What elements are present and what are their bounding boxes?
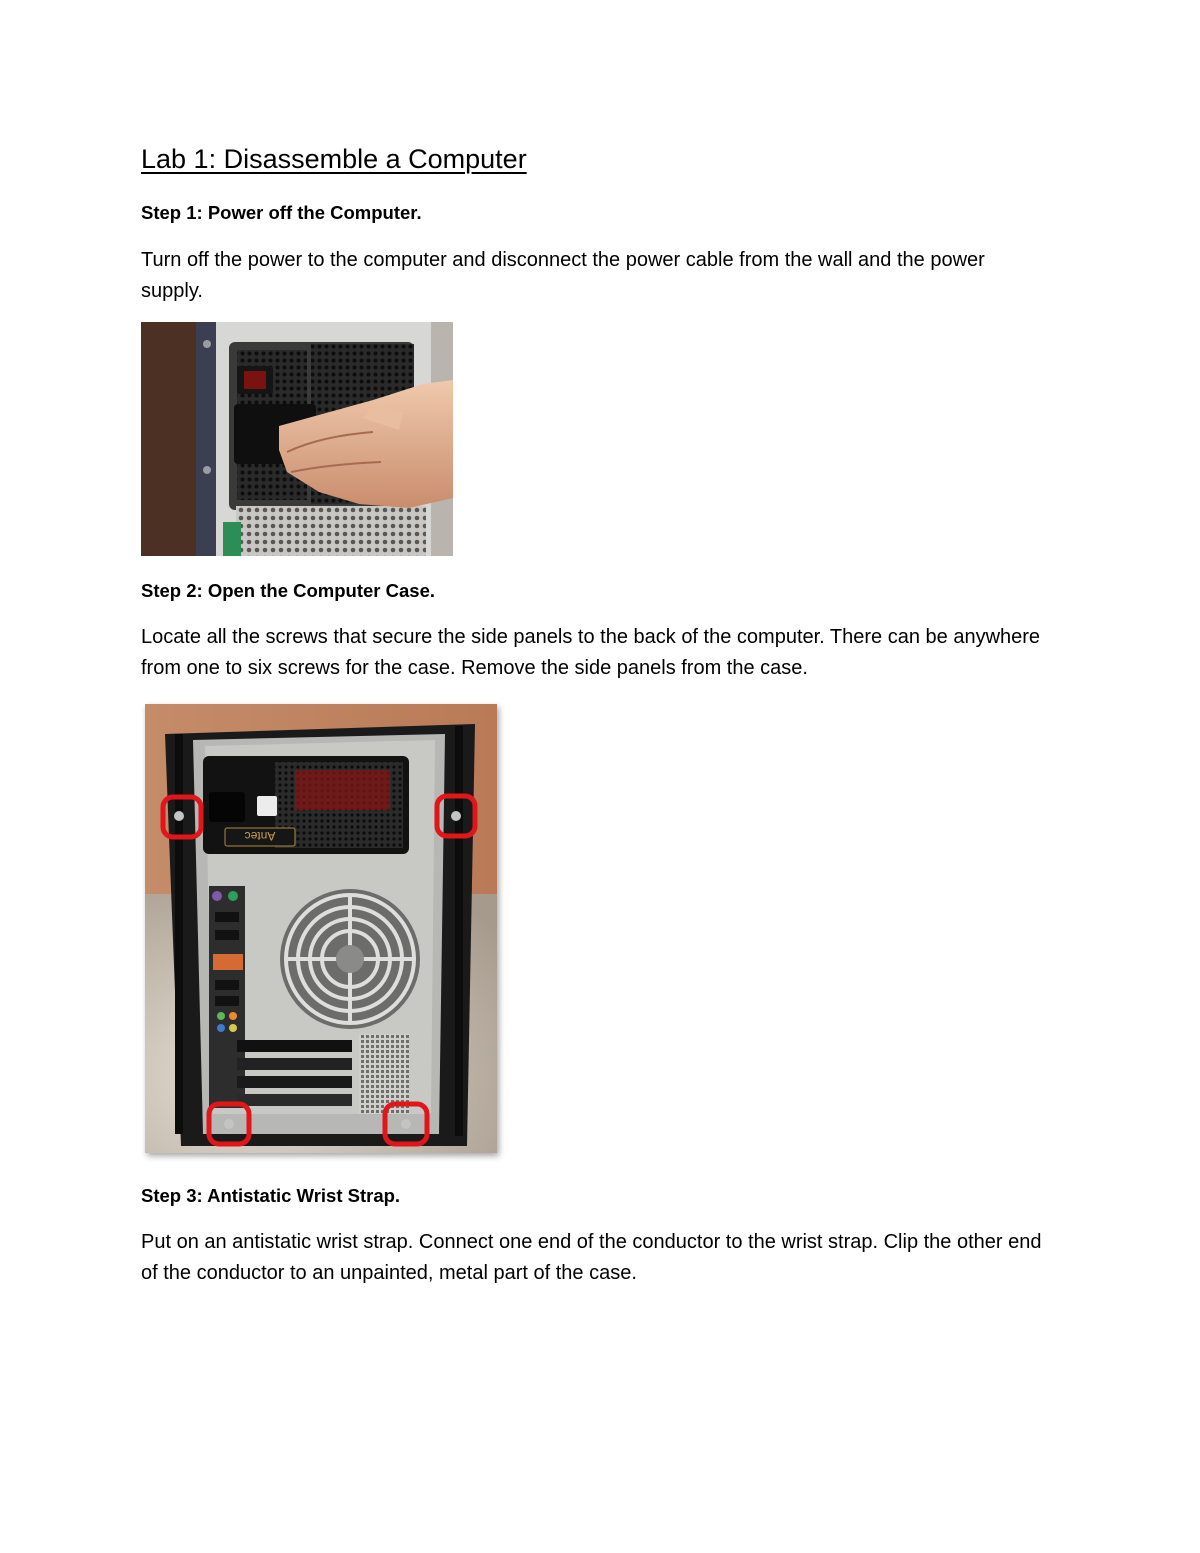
page-title: Lab 1: Disassemble a Computer [141,144,527,174]
step-1-body: Turn off the power to the computer and disconnect the power cable from the wall and the power supply. [141,249,985,302]
step-2-heading: Step 2: Open the Computer Case. [141,580,435,601]
computer-case-back-photo [145,704,497,1153]
power-cable-photo [141,322,453,556]
step-3-body: Put on an antistatic wrist strap. Connect one end of the conductor to the wrist strap. Clip the other end of the conductor to an unpainted, metal part of the case. [141,1231,1042,1284]
step-3-heading: Step 3: Antistatic Wrist Strap. [141,1185,401,1206]
step-2-body: Locate all the screws that secure the side panels to the back of the computer. There can be anywhere from one to six screws for the case. Remove the side panels from the case. [141,626,1041,679]
step-1-heading: Step 1: Power off the Computer. [141,202,422,223]
antec-logo: Antec [244,829,276,843]
